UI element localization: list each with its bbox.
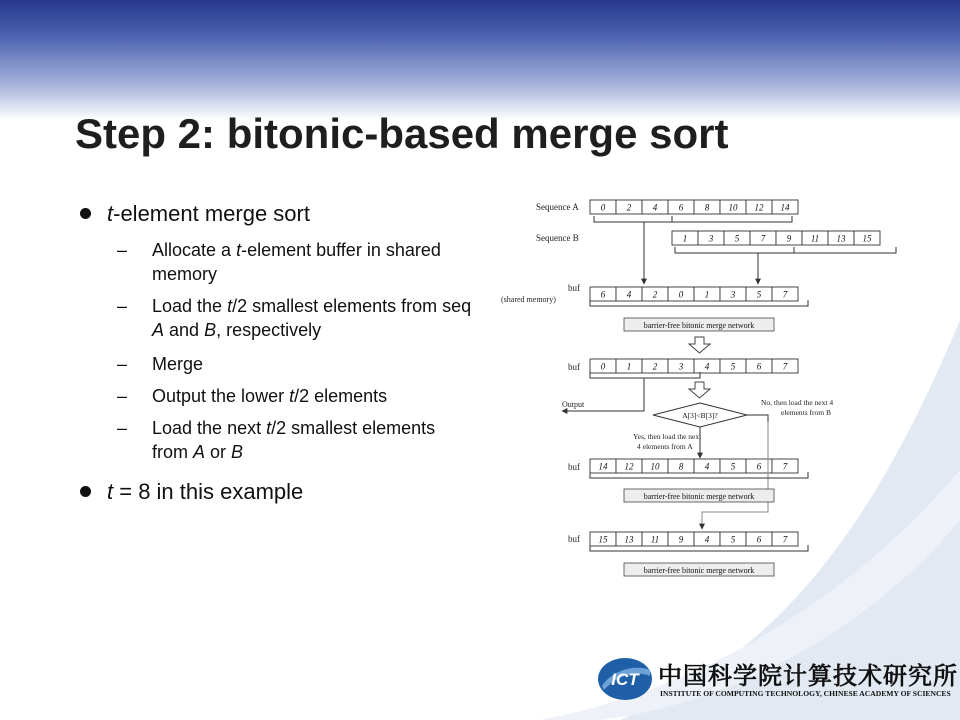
buf3-cell-value: 8: [678, 461, 684, 472]
ict-english-name: INSTITUTE OF COMPUTING TECHNOLOGY, CHINESE ACADEMY OF SCIENCES: [660, 689, 951, 698]
seq-a-cell-value: 4: [652, 202, 658, 213]
buf-array-4: [590, 532, 798, 546]
buf2-cell-value: 0: [600, 361, 606, 372]
no-branch-line1: No, then load the next 4: [761, 398, 834, 407]
merge-diagram: [496, 192, 916, 592]
ict-logo-badge: [596, 656, 654, 702]
bullet-list: [75, 198, 475, 508]
merge-diagram-svg: [496, 192, 916, 587]
sequence-a-array: [590, 200, 798, 214]
output-label: Output: [562, 400, 585, 409]
buf3-cell-value: 5: [730, 461, 736, 472]
buf4-cell-value: 11: [650, 534, 660, 545]
bullet-dot: [80, 208, 91, 219]
buf2-cell-value: 1: [626, 361, 632, 372]
buf1-cell-value: 6: [600, 289, 606, 300]
sequence-b-brace: [675, 247, 794, 253]
buf4-cell-value: 5: [730, 534, 736, 545]
buf3-cell-value: 7: [782, 461, 788, 472]
buf1-cell-value: 3: [730, 289, 736, 300]
sub-bullet-allocate-buffer: – Allocate a t-element buffer in shared memory: [117, 240, 441, 284]
buf-label-2: buf: [568, 362, 580, 372]
seq-b-cell-value: 13: [836, 233, 846, 244]
buf3-cell-value: 14: [598, 461, 608, 472]
buf1-cell-value: 5: [756, 289, 762, 300]
block-arrow-down-1: [689, 337, 710, 353]
buf4-cell-value: 9: [678, 534, 684, 545]
sub-bullet-output-lower: – Output the lower t/2 elements: [117, 386, 388, 406]
buf4-cell-value: 13: [624, 534, 634, 545]
buf-label-1: buf: [568, 283, 580, 293]
ict-logo: [596, 652, 958, 712]
sequence-a-label: Sequence A: [536, 202, 579, 212]
sub-bullet-load-next: – Load the next t/2 smallest elements from A or B: [117, 418, 436, 462]
seq-b-cell-value: 7: [760, 233, 766, 244]
buf2-cell-value: 6: [756, 361, 762, 372]
sequence-b-array: [672, 231, 880, 245]
buf1-cell-value: 2: [652, 289, 658, 300]
seq-a-cell-value: 6: [678, 202, 684, 213]
sub-bullet-merge: – Merge: [117, 354, 204, 374]
sub-bullet-load-smallest: – Load the t/2 smallest elements from seq A and B, respectively: [117, 296, 472, 340]
buf3-cell-value: 6: [756, 461, 762, 472]
shared-memory-label: (shared memory): [501, 295, 556, 304]
no-branch-connector: [747, 415, 768, 422]
buf2-cell-value: 4: [704, 361, 710, 372]
buf2-cell-value: 2: [652, 361, 658, 372]
sequence-a-brace-tail: [672, 216, 792, 222]
yes-branch-line1: Yes, then load the next: [633, 432, 702, 441]
ict-chinese-name: 中国科学院计算技术研究所: [658, 662, 958, 690]
seq-a-cell-value: 14: [780, 202, 790, 213]
buf4-cell-value: 15: [598, 534, 608, 545]
sequence-b-brace-tail: [794, 247, 896, 253]
ict-badge-text: ICT: [611, 670, 639, 689]
network-label-3: barrier-free bitonic merge network: [643, 566, 755, 575]
seq-b-cell-value: 5: [734, 233, 740, 244]
buf4-cell-value: 4: [704, 534, 710, 545]
buf-array-1: [590, 287, 798, 301]
seq-a-cell-value: 0: [600, 202, 606, 213]
buf-label-4: buf: [568, 534, 580, 544]
seq-a-cell-value: 8: [704, 202, 710, 213]
seq-a-cell-value: 10: [728, 202, 738, 213]
seq-a-cell-value: 12: [754, 202, 764, 213]
buf2-cell-value: 3: [678, 361, 684, 372]
seq-b-cell-value: 9: [786, 233, 792, 244]
buf2-cell-value: 7: [782, 361, 788, 372]
buf1-cell-value: 0: [678, 289, 684, 300]
buf1-cell-value: 4: [626, 289, 632, 300]
buf-label-3: buf: [568, 462, 580, 472]
network-label-1: barrier-free bitonic merge network: [643, 321, 755, 330]
buf1-cell-value: 7: [782, 289, 788, 300]
seq-b-cell-value: 11: [810, 233, 820, 244]
buf-array-2: [590, 359, 798, 373]
sequence-b-label: Sequence B: [536, 233, 579, 243]
slide-title: Step 2: bitonic-based merge sort: [75, 110, 729, 157]
no-branch-line2: elements from B: [781, 408, 831, 417]
seq-b-cell-value: 15: [862, 233, 872, 244]
buf3-cell-value: 12: [624, 461, 634, 472]
block-arrow-down-2: [689, 382, 710, 398]
buf3-cell-value: 4: [704, 461, 710, 472]
buf1-cell-value: 1: [704, 289, 710, 300]
buf4-cell-value: 7: [782, 534, 788, 545]
bullet-dot: [80, 486, 91, 497]
decision-condition: A[3]<B[3]?: [682, 411, 718, 420]
buf3-cell-value: 10: [650, 461, 660, 472]
no-branch-arrow: [702, 422, 768, 529]
network-label-2: barrier-free bitonic merge network: [643, 492, 755, 501]
seq-b-cell-value: 3: [708, 233, 714, 244]
sequence-a-brace: [594, 216, 672, 222]
buf4-cell-value: 6: [756, 534, 762, 545]
seq-a-cell-value: 2: [626, 202, 632, 213]
bullet-element-merge-sort: t-element merge sort: [75, 198, 475, 230]
buf-array-3: [590, 459, 798, 473]
yes-branch-line2: 4 elements from A: [637, 442, 693, 451]
bullet-t-equals-8: t = 8 in this example: [75, 476, 475, 508]
seq-b-cell-value: 1: [682, 233, 688, 244]
buf2-cell-value: 5: [730, 361, 736, 372]
